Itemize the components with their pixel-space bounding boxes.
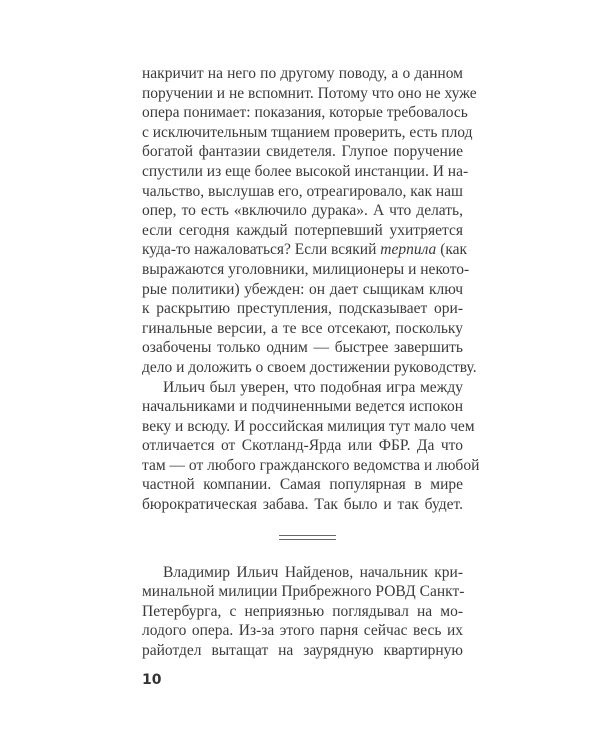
text-line: начальниками и подчиненными ведется испокон <box>142 398 463 416</box>
section-separator <box>142 515 463 563</box>
paragraph-2 <box>142 378 480 515</box>
text-line: Владимир Ильич Найденов, начальник кри- <box>163 563 463 581</box>
text-line: богатой фантазии свидетеля. Глупое поручение <box>142 143 463 161</box>
text-line: веку и всюду. И российская милиция тут мало чем <box>142 417 475 435</box>
text-line: если сегодня каждый потерпевший ухитряется <box>142 221 463 239</box>
text-line: Ильич был уверен, что подобная игра между <box>163 378 463 396</box>
page-number: 10 <box>142 672 162 688</box>
text-line: опера понимает: показания, которые требовалось <box>142 104 468 122</box>
text-line: спустили из еще более высокой инстанции. И на- <box>142 162 469 180</box>
text-line: частной компании. Самая популярная в мире <box>142 476 463 494</box>
text-line: бюрократическая забава. Так было и так будет. <box>142 496 463 514</box>
text-line: минальной милиции Прибрежного РОВД Санкт- <box>142 583 465 601</box>
text-line: чальство, выслушав его, отреагировало, как наш <box>142 182 463 200</box>
paragraph-3 <box>142 563 463 661</box>
text-line: там — от любого гражданского ведомства и любой <box>142 456 480 474</box>
text-segment: куда-то нажаловаться? Если всякий <box>142 241 381 259</box>
text-line: к раскрытию преступления, подсказывает ори- <box>142 300 463 318</box>
text-line <box>142 240 468 260</box>
text-line: отличается от Скотланд-Ярда или ФБР. Да что <box>142 437 463 455</box>
text-line: Петербурга, с неприязнью поглядывал на мо- <box>142 602 463 620</box>
text-line: озабочены только одним — быстрее завершить <box>142 339 463 357</box>
text-line: рые политики) убежден: он дает сыщикам ключ <box>142 280 463 298</box>
text-line: райотдел вытащат на заурядную квартирную <box>142 642 463 660</box>
italic-term: терпила <box>380 241 437 259</box>
text-line: опер, то есть «включило дурака». А что делать, <box>142 202 463 220</box>
page-body <box>142 64 480 661</box>
paragraph-1 <box>142 64 477 378</box>
text-line: накричит на него по другому поводу, а о данном <box>142 65 463 82</box>
text-line: с исключительным тщанием проверить, есть плод <box>142 123 473 141</box>
text-line: лодого опера. Из-за этого парня сейчас весь их <box>142 622 463 640</box>
text-segment: (как <box>436 241 468 259</box>
text-line: дело и доложить о своем достижении руководству. <box>142 358 477 376</box>
text-line: выражаются уголовники, милиционеры и некото- <box>142 260 470 278</box>
text-line: поручении и не вспомнит. Потому что оно не хуже <box>142 84 477 102</box>
text-line: гинальные версии, а те все отсекают, поскольку <box>142 319 463 337</box>
